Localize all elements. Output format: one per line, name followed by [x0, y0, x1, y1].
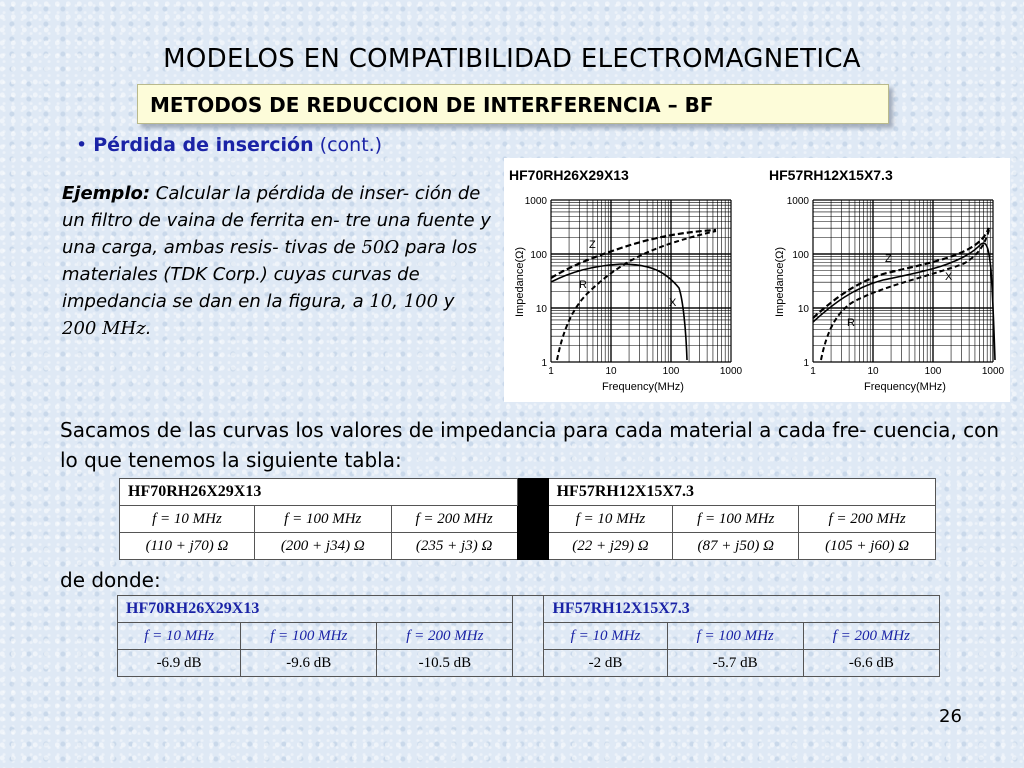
loss-cell: -5.7 dB [667, 650, 803, 677]
plot-grid [551, 200, 731, 362]
impedance-curves-figure [504, 158, 1010, 402]
de-donde-label: de donde: [60, 568, 161, 592]
curve-label-z: Z [589, 239, 596, 251]
example-paragraph [62, 180, 492, 342]
explanation-paragraph: Sacamos de las curvas los valores de impedancia para cada material a cada fre- cuencia, con lo que tenemos la siguiente tabla: [60, 418, 1000, 472]
x-tick-label: 1000 [981, 366, 1005, 377]
example-text-2: para los materiales (TDK Corp.) cuyas curvas de impedancia se dan en la figura, a [62, 237, 477, 312]
freq-header: f = 10 MHz [548, 506, 673, 533]
material-header: HF70RH26X29X13 [118, 596, 513, 623]
impedance-cell: (235 + j3) Ω [391, 533, 517, 560]
example-freq-2: 100 [403, 291, 439, 312]
example-freq-1: 10 [369, 291, 393, 312]
plot-hf70 [509, 167, 743, 393]
y-tick-label: 1000 [524, 196, 547, 207]
freq-header: f = 200 MHz [391, 506, 517, 533]
curve-r [821, 230, 989, 360]
insertion-loss-table [117, 595, 940, 677]
page-number: 26 [939, 706, 962, 727]
impedance-cell: (200 + j34) Ω [254, 533, 391, 560]
curve-label-x: X [669, 297, 677, 309]
bullet-item [76, 134, 382, 156]
loss-cell: -2 dB [544, 650, 667, 677]
example-freq-3: 200 MHz [62, 318, 146, 339]
curve-r [557, 231, 716, 360]
x-axis-label: Frequency(MHz) [864, 381, 946, 393]
bullet-bold-text: Pérdida de inserción [93, 134, 314, 156]
material-header: HF57RH12X15X7.3 [548, 479, 935, 506]
y-tick-label: 10 [535, 304, 547, 315]
freq-header: f = 100 MHz [241, 623, 377, 650]
curve-label-z: Z [885, 253, 892, 265]
table-separator [517, 479, 548, 560]
freq-header: f = 200 MHz [803, 623, 939, 650]
x-tick-label: 100 [662, 366, 680, 377]
impedance-cell: (105 + j60) Ω [799, 533, 936, 560]
table-separator [513, 596, 544, 677]
example-sep-2: y [438, 291, 455, 312]
x-tick-label: 1 [810, 366, 816, 377]
y-tick-label: 10 [797, 304, 809, 315]
table-row [118, 596, 940, 623]
curve-label-x: X [945, 271, 953, 283]
table-row [120, 479, 936, 506]
loss-cell: -10.5 dB [377, 650, 513, 677]
example-label: Ejemplo: [62, 183, 151, 204]
slide-title: MODELOS EN COMPATIBILIDAD ELECTROMAGNETICA [163, 44, 861, 74]
x-axis-label: Frequency(MHz) [602, 381, 684, 393]
example-sep-1: , [392, 291, 404, 312]
x-tick-label: 100 [924, 366, 942, 377]
curve-z [813, 228, 989, 318]
impedance-cell: (110 + j70) Ω [120, 533, 255, 560]
freq-header: f = 100 MHz [673, 506, 799, 533]
y-axis-label: Impedance(Ω) [774, 247, 786, 317]
material-header: HF57RH12X15X7.3 [544, 596, 940, 623]
y-tick-label: 100 [792, 250, 809, 261]
bullet-icon: • [76, 134, 88, 156]
impedance-cell: (87 + j50) Ω [673, 533, 799, 560]
x-tick-label: 1 [548, 366, 554, 377]
plot-grid [813, 200, 993, 362]
freq-header: f = 100 MHz [667, 623, 803, 650]
example-text-1: Calcular la pérdida de inser- ción de un filtro de vaina de ferrita en- tre una fuente y una carga, ambas resis- tivas de [62, 183, 491, 258]
example-end: . [145, 318, 152, 339]
curve-x [813, 243, 995, 360]
y-tick-label: 1 [803, 358, 809, 369]
impedance-cell: (22 + j29) Ω [548, 533, 673, 560]
y-tick-label: 100 [530, 250, 547, 261]
plot-title: HF70RH26X29X13 [509, 167, 629, 183]
impedance-table [119, 478, 936, 560]
example-resistance: 50Ω [361, 237, 400, 258]
y-tick-label: 1 [541, 358, 547, 369]
plot-title: HF57RH12X15X7.3 [769, 167, 893, 183]
freq-header: f = 200 MHz [377, 623, 513, 650]
curve-label-r: R [847, 317, 855, 329]
x-tick-label: 10 [867, 366, 879, 377]
subtitle-box [137, 84, 889, 124]
freq-header: f = 10 MHz [118, 623, 241, 650]
bullet-rest-text: (cont.) [313, 134, 383, 156]
freq-header: f = 200 MHz [799, 506, 936, 533]
x-tick-label: 10 [605, 366, 617, 377]
loss-cell: -6.9 dB [118, 650, 241, 677]
y-axis-label: Impedance(Ω) [514, 247, 526, 317]
curve-label-r: R [579, 279, 587, 291]
loss-cell: -9.6 dB [241, 650, 377, 677]
subtitle-text: METODOS DE REDUCCION DE INTERFERENCIA – BF [150, 93, 714, 117]
material-header: HF70RH26X29X13 [120, 479, 518, 506]
freq-header: f = 10 MHz [544, 623, 667, 650]
plot-hf57 [769, 167, 1005, 393]
freq-header: f = 10 MHz [120, 506, 255, 533]
loss-cell: -6.6 dB [803, 650, 939, 677]
y-tick-label: 1000 [786, 196, 809, 207]
freq-header: f = 100 MHz [254, 506, 391, 533]
x-tick-label: 1000 [719, 366, 743, 377]
